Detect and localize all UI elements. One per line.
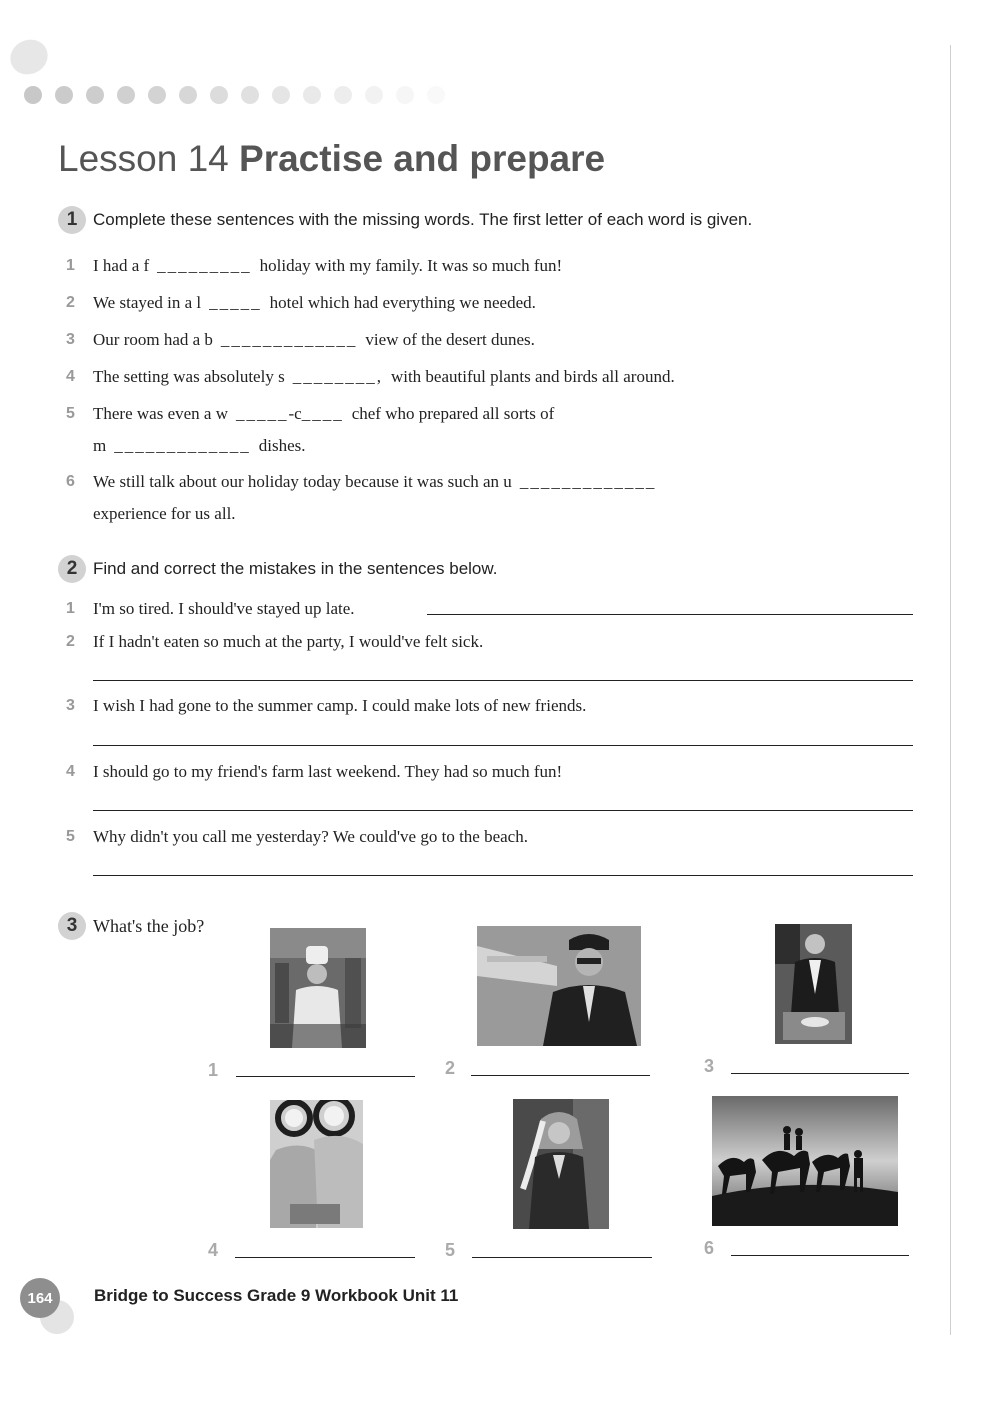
answer-line[interactable]	[236, 1076, 415, 1077]
item-number: 3	[66, 331, 75, 348]
item-number: 3	[66, 697, 75, 714]
dot	[334, 86, 352, 104]
ex2-item-1: I'm so tired. I should've stayed up late.	[93, 599, 355, 618]
item-number: 4	[66, 368, 75, 385]
dot	[303, 86, 321, 104]
item-number: 5	[66, 405, 75, 422]
item-text: m	[93, 436, 107, 455]
item-text: with beautiful plants and birds all around.	[390, 367, 675, 386]
item-text: Our room had a b	[93, 330, 213, 349]
ex2-item-3: I wish I had gone to the summer camp. I could make lots of new friends.	[93, 696, 587, 715]
photo-label: 5	[445, 1240, 456, 1260]
page-title	[58, 138, 605, 180]
item-number: 6	[66, 473, 75, 490]
exercise-number: 2	[58, 555, 86, 583]
answer-line[interactable]	[471, 1075, 650, 1076]
dot-row-decoration	[24, 86, 445, 104]
answer-line[interactable]	[93, 745, 913, 746]
answer-blank[interactable]: _________	[157, 256, 252, 275]
corner-decoration	[5, 34, 54, 81]
exercise-1-heading	[58, 206, 752, 234]
item-number: 5	[66, 828, 75, 845]
ex1-item-6-line-2	[93, 503, 236, 525]
ex1-item-2	[93, 292, 536, 314]
scan-edge	[950, 45, 951, 1335]
footer-title: Bridge to Success Grade 9 Workbook Unit 11	[94, 1286, 459, 1305]
item-text: I had a f	[93, 256, 150, 275]
page-number: 164	[20, 1278, 60, 1318]
chef-photo	[270, 928, 366, 1048]
item-text: The setting was absolutely s	[93, 367, 285, 386]
item-text: We still talk about our holiday today because it was such an u	[93, 472, 512, 491]
exercise-3-heading	[58, 912, 204, 940]
answer-blank[interactable]: _____________	[114, 436, 251, 455]
answer-blank[interactable]: _____	[209, 293, 262, 312]
answer-line[interactable]	[93, 875, 913, 876]
ex2-item-2: If I hadn't eaten so much at the party, I would've felt sick.	[93, 632, 484, 651]
item-number: 1	[66, 600, 75, 617]
item-text: holiday with my family. It was so much fun!	[259, 256, 563, 275]
dot	[117, 86, 135, 104]
item-number: 2	[66, 294, 75, 311]
exercise-number: 3	[58, 912, 86, 940]
ex1-item-5-line-2	[93, 435, 305, 457]
item-text: chef who prepared all sorts of	[351, 404, 555, 423]
ex1-item-6	[93, 471, 664, 493]
answer-line[interactable]	[427, 614, 913, 615]
exercise-instruction: What's the job?	[93, 915, 205, 936]
answer-blank[interactable]: _____	[236, 404, 289, 423]
answer-line[interactable]	[731, 1255, 909, 1256]
item-text: hotel which had everything we needed.	[269, 293, 536, 312]
dot	[396, 86, 414, 104]
ex1-item-3	[93, 329, 535, 351]
pilot-photo	[477, 926, 641, 1046]
exercise-2-heading	[58, 555, 497, 583]
surgeons-photo	[270, 1100, 363, 1228]
ex1-item-5	[93, 403, 554, 425]
flight-attendant-photo	[513, 1099, 609, 1229]
answer-blank[interactable]: ________,	[292, 367, 383, 386]
exercise-instruction: Complete these sentences with the missing words. The first letter of each word is given.	[93, 210, 753, 229]
ex2-item-5: Why didn't you call me yesterday? We could've go to the beach.	[93, 827, 528, 846]
photo-label: 2	[445, 1058, 456, 1078]
lesson-title: Practise and prepare	[239, 138, 606, 179]
item-text: -c	[288, 404, 302, 423]
waiter-photo	[775, 924, 852, 1044]
answer-line[interactable]	[235, 1257, 415, 1258]
dot	[272, 86, 290, 104]
item-number: 4	[66, 763, 75, 780]
dot	[86, 86, 104, 104]
answer-blank[interactable]: ____	[301, 404, 344, 423]
ex2-item-4: I should go to my friend's farm last weekend. They had so much fun!	[93, 762, 563, 781]
lesson-prefix: Lesson 14	[58, 138, 229, 179]
answer-line[interactable]	[731, 1073, 909, 1074]
exercise-number: 1	[58, 206, 86, 234]
item-text: There was even a w	[93, 404, 228, 423]
item-number: 2	[66, 633, 75, 650]
photo-label: 3	[704, 1056, 715, 1076]
answer-blank[interactable]: _____________	[519, 472, 657, 491]
dot	[148, 86, 166, 104]
answer-line[interactable]	[93, 680, 913, 681]
dot	[365, 86, 383, 104]
answer-blank[interactable]: _____________	[220, 330, 358, 349]
photo-label: 4	[208, 1240, 219, 1260]
dot	[210, 86, 228, 104]
photo-label: 1	[208, 1060, 219, 1080]
item-text: We stayed in a l	[93, 293, 202, 312]
dot	[24, 86, 42, 104]
item-number: 1	[66, 257, 75, 274]
item-text: view of the desert dunes.	[365, 330, 535, 349]
answer-line[interactable]	[93, 810, 913, 811]
dot	[427, 86, 445, 104]
item-text: experience for us all.	[93, 504, 236, 523]
ex1-item-1	[93, 255, 562, 277]
ex1-item-4	[93, 366, 675, 388]
photo-label: 6	[704, 1238, 715, 1258]
dot	[55, 86, 73, 104]
answer-line[interactable]	[472, 1257, 652, 1258]
camel-caravan-photo	[712, 1096, 898, 1226]
dot	[241, 86, 259, 104]
item-text: dishes.	[258, 436, 306, 455]
exercise-instruction: Find and correct the mistakes in the sentences below.	[93, 559, 498, 578]
dot	[179, 86, 197, 104]
